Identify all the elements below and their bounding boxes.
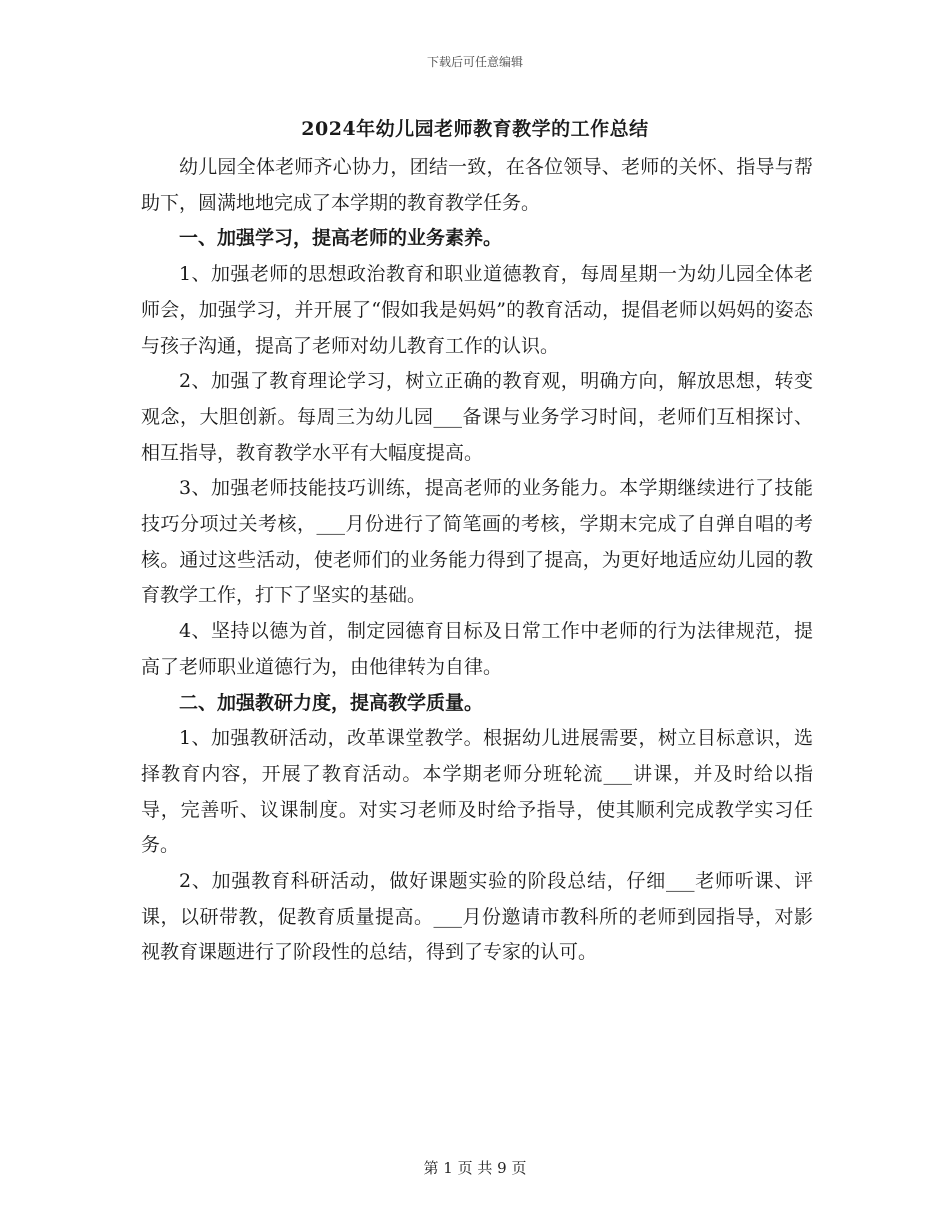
section-2-item-2: 2、加强教育科研活动，做好课题实验的阶段总结，仔细___老师听课、评课，以研带教，促教育质量提高。___月份邀请市教科所的老师到园指导，对影视教育课题进行了阶段性的总结，得到了专家的认可。 bbox=[141, 870, 813, 964]
page-header-note: 下载后可任意编辑 bbox=[426, 55, 523, 69]
page-number: 第 1 页 共 9 页 bbox=[423, 1159, 527, 1177]
section-2-item-1: 1、加强教研活动，改革课堂教学。根据幼儿进展需要，树立目标意识，选择教育内容，开展了教育活动。本学期老师分班轮流___讲课，并及时给以指导，完善听、议课制度。对实习老师及时给予指导，使其顺利完成教学实习任务。 bbox=[141, 727, 813, 857]
section-1-item-1: 1、加强老师的思想政治教育和职业道德教育，每周星期一为幼儿园全体老师会，加强学习，并开展了“假如我是妈妈”的教育活动，提倡老师以妈妈的姿态与孩子沟通，提高了老师对幼儿教育工作的认识。 bbox=[141, 263, 813, 357]
section-1-item-2: 2、加强了教育理论学习，树立正确的教育观，明确方向，解放思想，转变观念，大胆创新。每周三为幼儿园___备课与业务学习时间，老师们互相探讨、相互指导，教育教学水平有大幅度提高。 bbox=[141, 370, 813, 464]
section-heading-1: 一、加强学习，提高老师的业务素养。 bbox=[179, 227, 503, 250]
section-heading-2: 二、加强教研力度，提高教学质量。 bbox=[179, 691, 484, 714]
document-body bbox=[141, 150, 813, 971]
document-title: 2024年幼儿园老师教育教学的工作总结 bbox=[301, 118, 649, 140]
intro-paragraph: 幼儿园全体老师齐心协力，团结一致，在各位领导、老师的关怀、指导与帮助下，圆满地地完成了本学期的教育教学任务。 bbox=[141, 156, 813, 214]
section-1-item-3: 3、加强老师技能技巧训练，提高老师的业务能力。本学期继续进行了技能技巧分项过关考核，___月份进行了简笔画的考核，学期末完成了自弹自唱的考核。通过这些活动，使老师们的业务能力得到了提高，为更好地适应幼儿园的教育教学工作，打下了坚实的基础。 bbox=[141, 477, 813, 607]
section-1-item-4: 4、坚持以德为首，制定园德育目标及日常工作中老师的行为法律规范，提高了老师职业道德行为，由他律转为自律。 bbox=[141, 620, 813, 678]
